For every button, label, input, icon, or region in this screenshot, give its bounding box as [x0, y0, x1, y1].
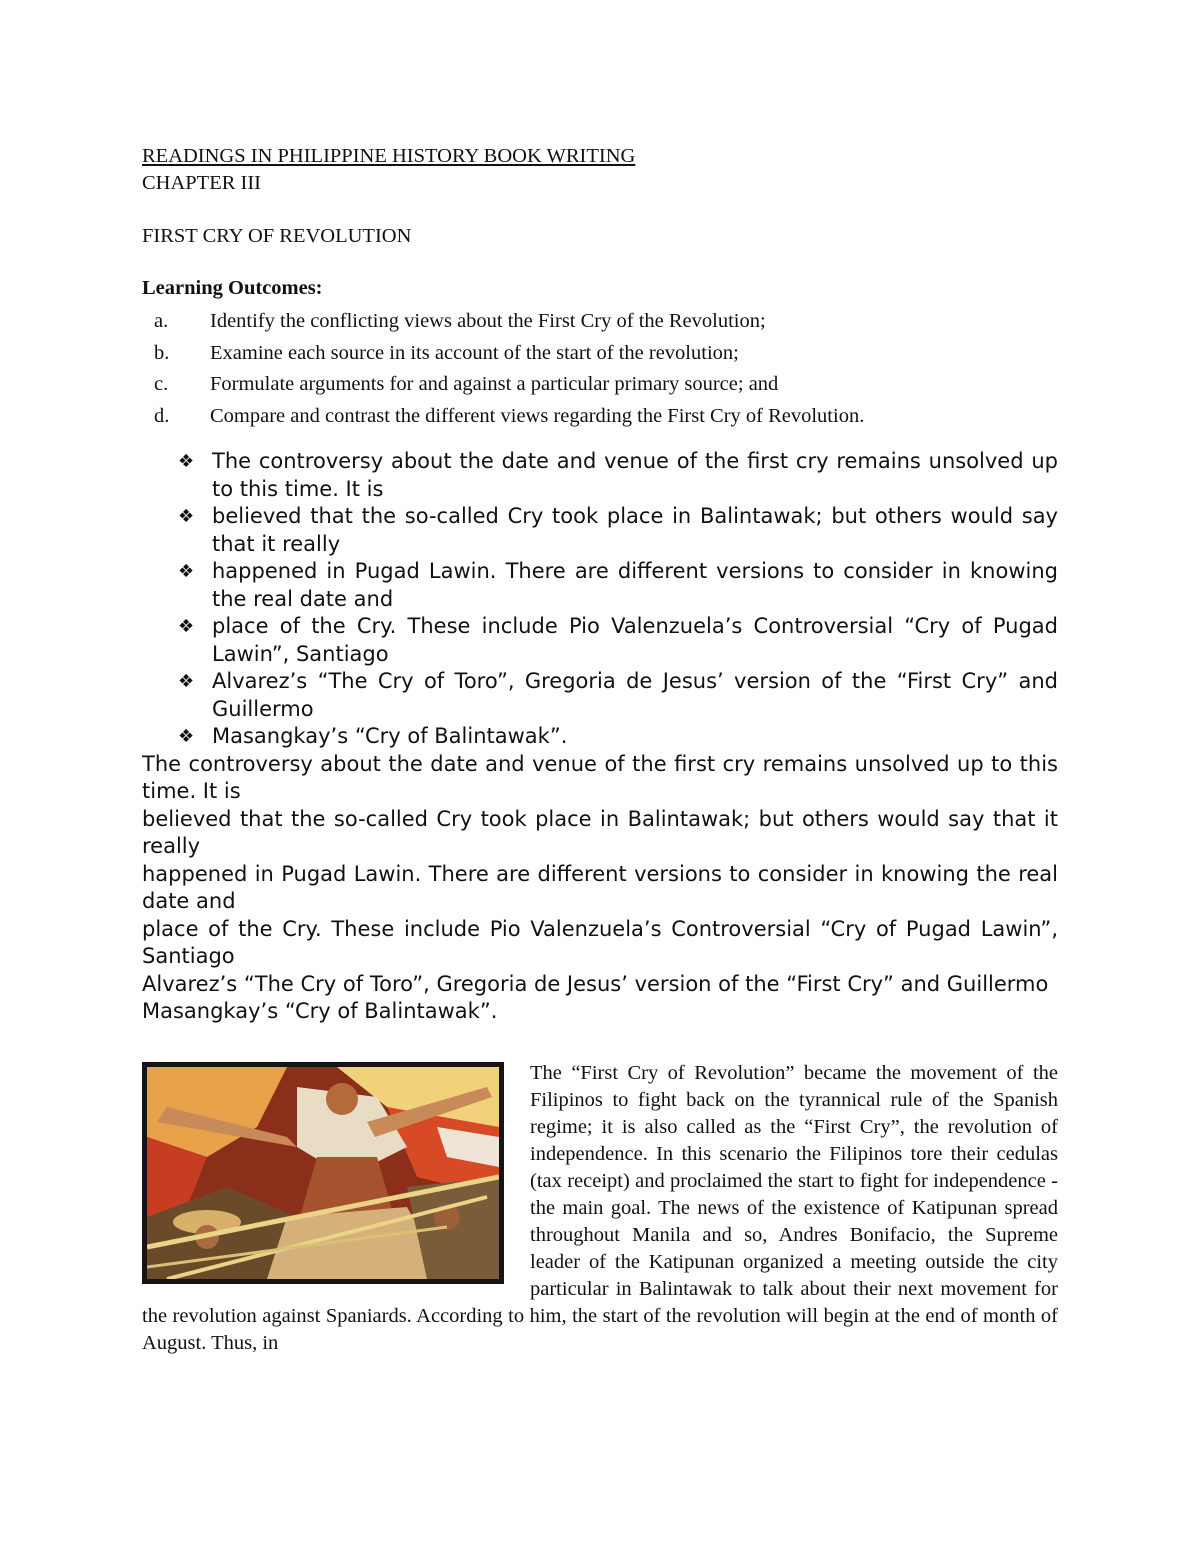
- mural-illustration: [147, 1067, 499, 1279]
- document-title: READINGS IN PHILIPPINE HISTORY BOOK WRITING: [142, 145, 636, 167]
- diamond-bullet-icon: ❖: [178, 616, 195, 637]
- paragraph-line: Alvarez’s “The Cry of Toro”, Gregoria de Jesus’ version of the “First Cry” and Guillermo: [142, 971, 1049, 996]
- outcome-text: Compare and contrast the different views regarding the First Cry of Revolution.: [210, 404, 865, 427]
- outcome-text: Examine each source in its account of the start of the revolution;: [210, 341, 739, 364]
- bullet-item: [142, 558, 1058, 613]
- plain-paragraph: [142, 751, 1058, 1026]
- bullet-item: [142, 448, 1058, 503]
- diamond-bullet-icon: ❖: [178, 671, 195, 692]
- paragraph-line: Masangkay’s “Cry of Balintawak”.: [142, 999, 498, 1023]
- paragraph-line: believed that the so-called Cry took place in Balintawak; but others would say that it really: [142, 806, 1058, 858]
- learning-outcomes-list: [142, 306, 1058, 432]
- outcome-marker: a.: [154, 310, 169, 332]
- diamond-bullet-icon: ❖: [178, 451, 195, 472]
- outcome-marker: d.: [154, 404, 170, 427]
- diamond-bullet-icon: ❖: [178, 561, 195, 582]
- outcome-item: [142, 401, 1058, 433]
- figure-with-text: [142, 1060, 1058, 1357]
- document-page: [142, 143, 1058, 1357]
- bullet-text: The controversy about the date and venue of the first cry remains unsolved up to this time. It is: [212, 449, 1058, 501]
- outcome-text: Identify the conflicting views about the First Cry of the Revolution;: [210, 310, 766, 332]
- outcome-item: [142, 306, 1058, 338]
- body-paragraph: The “First Cry of Revolution” became the movement of the Filipinos to fight back on the tyrannical rule of the Spanish regime; it is also called as the “First Cry”, the revolution of independence. In this scenario the Filipinos tore their cedulas (tax receipt) and proclaimed the start to fight for independence -the main goal. The news of the existence of Katipunan spread throughout Manila and so, Andres Bonifacio, the Supreme leader of the Katipunan organized a meeting outside the city particular in Balintawak to talk about their next movement for the revolution against Spaniards. According to him, the start of the revolution will begin at the end of month of August. Thus, in: [142, 1061, 1058, 1354]
- bullet-text: Alvarez’s “The Cry of Toro”, Gregoria de Jesus’ version of the “First Cry” and Guillermo: [212, 669, 1058, 721]
- bullet-item: [142, 668, 1058, 723]
- bullet-item: [142, 723, 1058, 751]
- outcome-item: [142, 369, 1058, 401]
- diamond-bullet-icon: ❖: [178, 726, 195, 747]
- bullet-list: [142, 448, 1058, 751]
- diamond-bullet-icon: ❖: [178, 506, 195, 527]
- paragraph-line: place of the Cry. These include Pio Valenzuela’s Controversial “Cry of Pugad Lawin”, Santiago: [142, 916, 1058, 968]
- learning-outcomes-heading: Learning Outcomes:: [142, 277, 323, 299]
- outcome-marker: c.: [154, 373, 169, 395]
- outcome-item: [142, 338, 1058, 370]
- bullet-item: [142, 503, 1058, 558]
- bullet-text: believed that the so-called Cry took place in Balintawak; but others would say that it really: [212, 504, 1058, 556]
- mural-painting-image: [142, 1062, 504, 1284]
- outcome-text: Formulate arguments for and against a particular primary source; and: [210, 373, 779, 395]
- outcome-marker: b.: [154, 341, 170, 364]
- paragraph-line: happened in Pugad Lawin. There are different versions to consider in knowing the real date and: [142, 861, 1058, 913]
- bullet-item: [142, 613, 1058, 668]
- chapter-label: CHAPTER III: [142, 172, 262, 194]
- paragraph-line: The controversy about the date and venue of the first cry remains unsolved up to this time. It is: [142, 751, 1058, 803]
- bullet-text: place of the Cry. These include Pio Valenzuela’s Controversial “Cry of Pugad Lawin”, Santiago: [212, 614, 1058, 666]
- section-title: FIRST CRY OF REVOLUTION: [142, 225, 412, 247]
- bullet-text: happened in Pugad Lawin. There are different versions to consider in knowing the real date and: [212, 559, 1058, 611]
- bullet-text: Masangkay’s “Cry of Balintawak”.: [212, 724, 568, 748]
